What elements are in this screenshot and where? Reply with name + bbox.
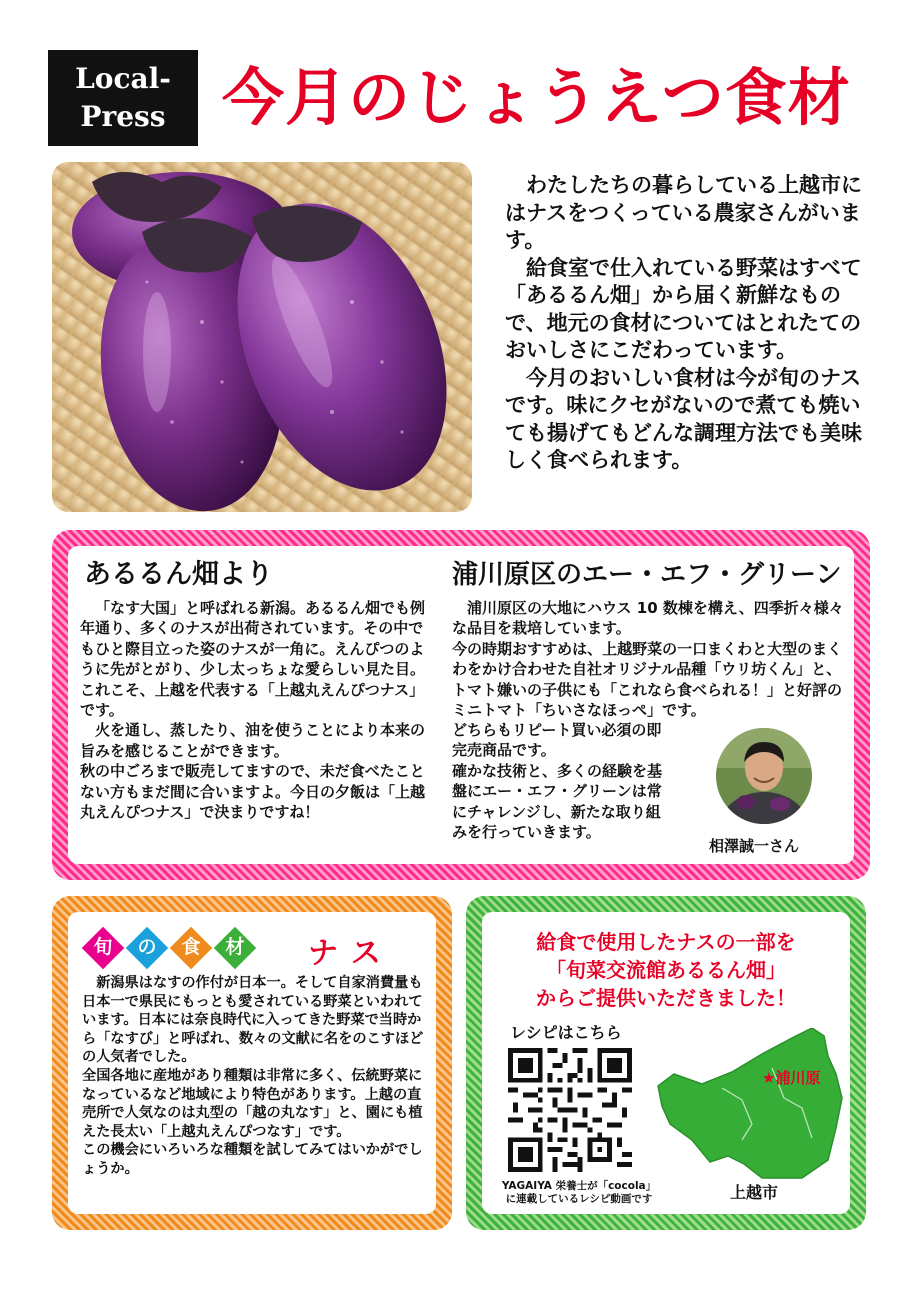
map-label-joetsu: 上越市: [730, 1183, 779, 1202]
logo-line2: Press: [80, 100, 166, 133]
seasonal-paragraph-3: この機会にいろいろな種類を試してみてはいかがでしょうか。: [82, 1142, 423, 1177]
aruru-section-text: [80, 598, 436, 822]
farmer-avatar: [716, 728, 812, 824]
aruru-paragraph-1: 「なす大国」と呼ばれる新潟。あるるん畑でも例年通り、多くのナスが出荷されています。その中でもひと際目立った姿のナスが一角に。えんぴつのように先がとがり、少し太っちょな愛らしい見た目。これこそ、上越を代表する「上越丸えんぴつナス」です。: [80, 599, 426, 720]
qr-caption: [494, 1180, 664, 1206]
recipe-label: レシピはこちら: [510, 1023, 622, 1042]
eggplant-illustration: [52, 162, 472, 512]
page-title: 今月のじょうえつ食材: [222, 61, 851, 134]
seasonal-paragraph-2: 全国各地に産地があり種類は非常に多く、伝統野菜になっているなど地域により特色があります。上越の直売所で人気なのは丸型の「越の丸なす」と、園にも植えた長太い「上越丸えんぴつなす」です。: [82, 1067, 423, 1140]
supplier-line-3: からご提供いただきました！: [536, 986, 796, 1010]
seasonal-paragraph-1: 新潟県はなすの作付が日本一。そして自家消費量も日本一で県民にもっとも愛されている野菜といわれています。日本には奈良時代に入ってきた野菜で当時から「なすび」と呼ばれ、数々の文献に名をのこすほどの人気者でした。: [82, 975, 424, 1066]
supplier-message: [486, 928, 846, 1012]
afgreen-paragraph-3: どちらもリピート買い必須の即完売商品です。: [452, 721, 662, 760]
aruru-paragraph-2: 火を通し、蒸したり、油を使うことにより本来の旨みを感じることができます。: [80, 721, 426, 760]
badge-char-3: 食: [181, 936, 201, 958]
aruru-section-title: あるるん畑より: [84, 559, 273, 590]
afgreen-paragraph-2: 今の時期おすすめは、上越野菜の一口まくわと大型のまくわをかけ合わせた自社オリジナル品種「ウリ坊くん」と、トマト嫌いの子供にも「これなら食べられる！」と好評のミニトマト「ちいさなほっぺ」です。: [452, 639, 843, 720]
badge-char-1: 旬: [93, 936, 113, 958]
afgreen-section-text: [452, 598, 848, 720]
joetsu-map: [652, 1028, 848, 1180]
intro-paragraph-1: わたしたちの暮らしている上越市にはナスをつくっている農家さんがいます。: [505, 173, 862, 252]
intro-paragraph-3: 今月のおいしい食材は今が旬のナスです。味にクセがないので煮ても焼いても揚げてもどんな調理方法でも美味しく食べられます。: [505, 365, 862, 472]
afgreen-paragraph-4: 確かな技術と、多くの経験を基盤にエー・エフ・グリーンは常にチャレンジし、新たな取り組みを行っていきます。: [452, 761, 663, 842]
farmer-name: 相澤誠一さん: [709, 837, 800, 855]
badge-char-4: 材: [225, 936, 245, 958]
seasonal-food-text: [82, 974, 426, 1179]
afgreen-section-text-2: [452, 720, 670, 842]
afgreen-paragraph-1: 浦川原区の大地にハウス 10 数棟を構え、四季折々様々な品目を栽培しています。: [452, 599, 844, 638]
eggplant-photo: [52, 162, 472, 512]
badge-char-2: の: [137, 936, 157, 958]
supplier-line-1: 給食で使用したナスの一部を: [536, 930, 796, 954]
qr-caption-line-2: に連載しているレシピ動画です: [505, 1193, 653, 1205]
supplier-line-2: 「旬菜交流館あるるん畑」: [546, 958, 786, 982]
joetsu-map-shape: [658, 1028, 842, 1178]
local-press-logo: [48, 50, 198, 146]
afgreen-section-title: 浦川原区のエー・エフ・グリーン: [452, 560, 842, 590]
intro-text: [505, 172, 865, 475]
map-marker-urakawara: ★浦川原: [762, 1069, 821, 1087]
seasonal-food-badge: [82, 926, 272, 970]
aruru-paragraph-3: 秋の中ごろまで販売してますので、未だ食べたことない方もまだ間に合いますよ。今日の夕飯は「上越丸えんぴつナス」で決まりですね！: [80, 762, 426, 822]
seasonal-food-name: ナス: [308, 936, 395, 971]
recipe-qr-code[interactable]: [508, 1048, 632, 1172]
intro-paragraph-2: 給食室で仕入れている野菜はすべて「あるるん畑」から届く新鮮なもので、地元の食材についてはとれたてのおいしさにこだわっています。: [505, 255, 862, 362]
logo-line1: Local-: [75, 62, 171, 95]
qr-caption-line-1: YAGAIYA 栄養士が「cocola」: [501, 1180, 657, 1192]
